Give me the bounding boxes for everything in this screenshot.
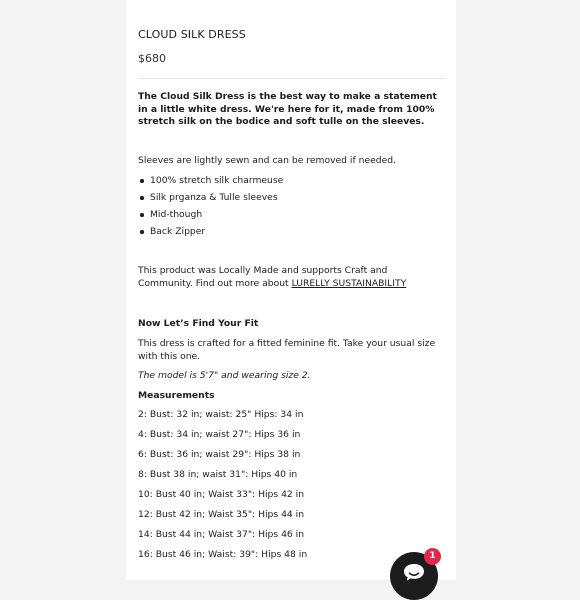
measurement-row: 6: Bust: 36 in; waist 29": Hips 38 in xyxy=(138,449,301,460)
list-item: Mid-though xyxy=(150,209,283,226)
measurement-row: 14: Bust 44 in; Waist 37": Hips 46 in xyxy=(138,529,305,540)
locally-made-text: This product was Locally Made and supports Craft and Community. Find out more about xyxy=(138,265,388,289)
measurement-row: 12: Bust 42 in; Waist 35": Hips 44 in xyxy=(138,509,305,520)
feature-list xyxy=(138,175,283,243)
fit-description: This dress is crafted for a fitted feminine fit. Take your usual size with this one. xyxy=(138,338,436,362)
chat-bubble-icon xyxy=(402,562,426,582)
measurement-row: 8: Bust 38 in; waist 31": Hips 40 in xyxy=(138,469,298,480)
measurements-list xyxy=(138,409,307,569)
list-item: Silk prganza & Tulle sleeves xyxy=(150,192,283,209)
model-note: The model is 5'7" and wearing size 2. xyxy=(138,370,311,381)
measurement-row: 2: Bust: 32 in; waist: 25" Hips: 34 in xyxy=(138,409,304,420)
list-item: 100% stretch silk charmeuse xyxy=(150,175,283,192)
measurement-row: 10: Bust 40 in; Waist 33": Hips 42 in xyxy=(138,489,305,500)
fit-heading: Now Let’s Find Your Fit xyxy=(138,318,259,329)
notification-badge: 1 xyxy=(424,548,441,565)
measurement-row: 4: Bust: 34 in; waist 27": Hips 36 in xyxy=(138,429,301,440)
sleeves-note: Sleeves are lightly sewn and can be removed if needed. xyxy=(138,155,396,166)
sustainability-link[interactable]: LURELLY SUSTAINABILITY xyxy=(291,277,407,289)
product-title: CLOUD SILK DRESS xyxy=(138,28,246,41)
measurement-row: 16: Bust 46 in; Waist: 39": Hips 48 in xyxy=(138,549,308,560)
locally-made-note xyxy=(138,265,438,290)
description-lead: The Cloud Silk Dress is the best way to make a statement in a little white dress. We're here for it, made from 100% stretch silk on the bodice and soft tulle on the sleeves. xyxy=(138,91,437,127)
list-item: Back Zipper xyxy=(150,226,283,243)
divider xyxy=(138,78,446,79)
product-page xyxy=(126,0,456,580)
measurements-heading: Measurements xyxy=(138,390,215,401)
product-price: $680 xyxy=(138,52,166,65)
